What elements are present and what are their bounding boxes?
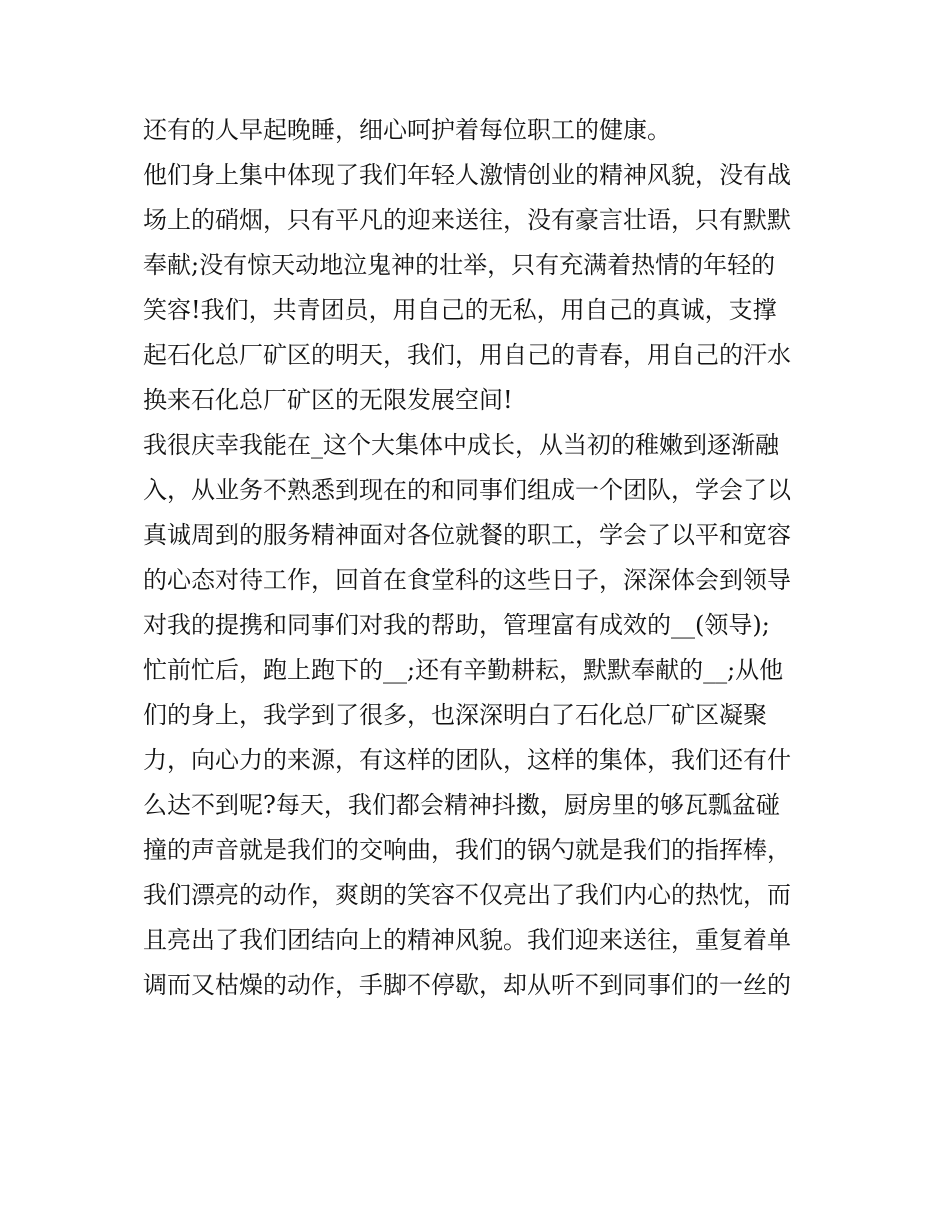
- text-line: 力，向心力的来源，有这样的团队，这样的集体，我们还有什: [143, 746, 791, 774]
- text-line: 且亮出了我们团结向上的精神风貌。我们迎来送往，重复着单: [143, 926, 791, 954]
- text-line: 么达不到呢?每天，我们都会精神抖擞，厨房里的够瓦瓢盆碰: [143, 791, 780, 819]
- text-line: 调而又枯燥的动作，手脚不停歇，却从听不到同事们的一丝的: [143, 971, 791, 999]
- text-line: 换来石化总厂矿区的无限发展空间!: [143, 386, 513, 414]
- text-line: 忙前忙后，跑上跑下的__;还有辛勤耕耘，默默奉献的__;从他: [143, 656, 784, 684]
- text-line: 入，从业务不熟悉到现在的和同事们组成一个团队，学会了以: [143, 476, 791, 504]
- text-line: 撞的声音就是我们的交响曲，我们的锅勺就是我们的指挥棒，: [143, 836, 791, 864]
- text-line: 的心态对待工作，回首在食堂科的这些日子，深深体会到领导: [143, 566, 791, 594]
- text-line: 起石化总厂矿区的明天，我们，用自己的青春，用自己的汗水: [143, 341, 791, 369]
- text-line: 他们身上集中体现了我们年轻人激情创业的精神风貌，没有战: [143, 161, 791, 189]
- text-line: 还有的人早起晚睡，细心呵护着每位职工的健康。: [143, 116, 671, 144]
- text-line: 场上的硝烟，只有平凡的迎来送往，没有豪言壮语，只有默默: [143, 206, 791, 234]
- text-line: 们的身上，我学到了很多，也深深明白了石化总厂矿区凝聚: [143, 701, 767, 729]
- text-line: 我很庆幸我能在_这个大集体中成长，从当初的稚嫩到逐渐融: [143, 431, 779, 459]
- text-line: 我们漂亮的动作，爽朗的笑容不仅亮出了我们内心的热忱，而: [143, 881, 791, 909]
- text-line: 笑容!我们，共青团员，用自己的无私，用自己的真诚，支撑: [143, 296, 777, 324]
- text-line: 奉献;没有惊天动地泣鬼神的壮举，只有充满着热情的年轻的: [143, 251, 776, 279]
- text-line: 对我的提携和同事们对我的帮助，管理富有成效的__(领导);: [143, 611, 770, 639]
- body-text: [143, 108, 823, 1008]
- text-line: 真诚周到的服务精神面对各位就餐的职工，学会了以平和宽容: [143, 521, 791, 549]
